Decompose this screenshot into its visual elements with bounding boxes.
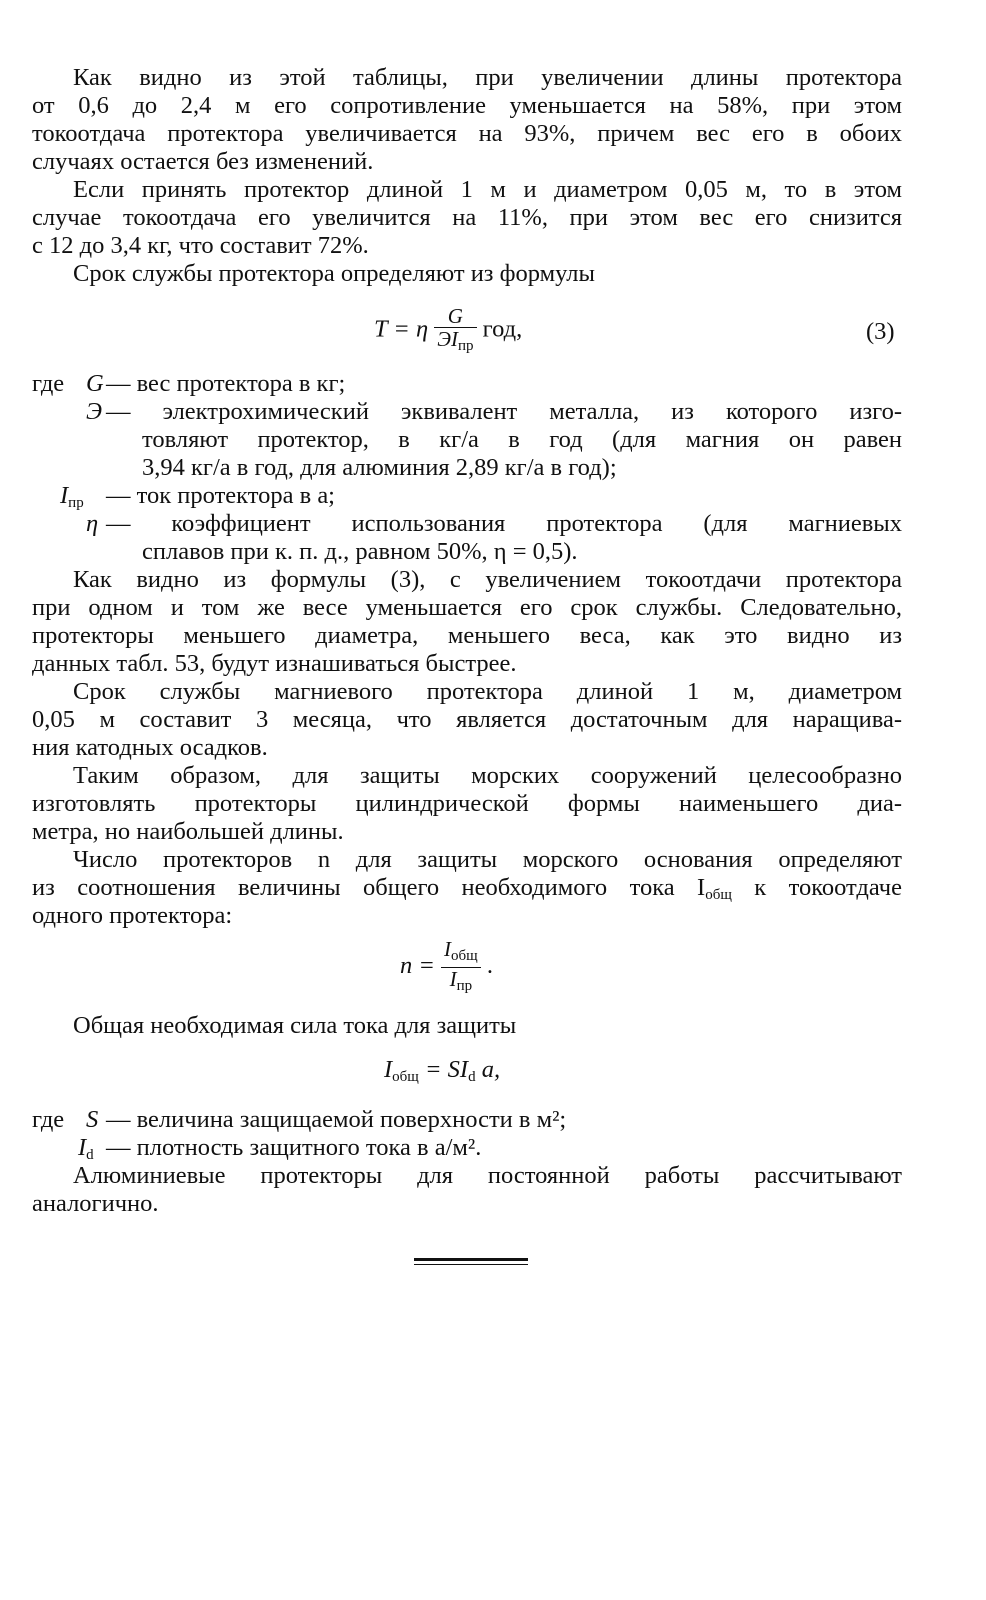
formula-3-denominator xyxy=(434,327,476,357)
def-symbol-sub: пр xyxy=(68,495,84,511)
paragraph-line xyxy=(32,874,902,902)
defs-intro: где xyxy=(32,370,65,397)
def-text: — электрохимический эквивалент металла, из которого изго- xyxy=(106,398,902,425)
formula-3-unit: год, xyxy=(482,315,523,343)
formula-i-unit: a, xyxy=(481,1056,501,1083)
def-text: — плотность защитного тока в а/м². xyxy=(106,1134,482,1161)
paragraph-line: 0,05 м составит 3 месяца, что является достаточным для наращива- xyxy=(32,706,902,733)
formula-n-den-sub: пр xyxy=(456,978,473,994)
def-text: — величина защищаемой поверхности в м²; xyxy=(106,1106,567,1133)
paragraph-line: изготовлять протекторы цилиндрической формы наименьшего диа- xyxy=(32,790,902,817)
paragraph-line: токоотдача протектора увеличивается на 93%, причем вес его в обоих xyxy=(32,120,902,147)
formula-n-fraction xyxy=(441,938,481,997)
formula-n-num-sub: общ xyxy=(451,948,478,964)
paragraph-line: Как видно из формулы (3), с увеличением токоотдачи протектора xyxy=(73,566,902,593)
paragraph-line: от 0,6 до 2,4 м его сопротивление уменьшается на 58%, при этом xyxy=(32,92,902,119)
paragraph-line-sub: общ xyxy=(705,887,732,903)
paragraph-line: случаях остается без изменений. xyxy=(32,148,374,175)
def-text: товляют протектор, в кг/а в год (для магния он равен xyxy=(142,426,902,453)
paragraph-line: протекторы меньшего диаметра, меньшего веса, как это видно из xyxy=(32,622,902,649)
def-symbol: G xyxy=(86,370,104,397)
def-text: сплавов при к. п. д., равном 50%, η = 0,5). xyxy=(142,538,578,565)
section-end-rule xyxy=(414,1258,528,1261)
formula-3-numerator: G xyxy=(447,304,463,328)
formula-i-total xyxy=(384,1056,500,1091)
paragraph-line: Срок службы протектора определяют из формулы xyxy=(73,260,595,287)
paragraph-line: одного протектора: xyxy=(32,902,233,929)
formula-3-fraction xyxy=(434,305,476,357)
def-symbol-main: I xyxy=(60,482,69,509)
def-symbol-sub: d xyxy=(86,1147,94,1163)
section-end-rule-thin xyxy=(414,1264,528,1265)
def-symbol: S xyxy=(86,1106,99,1133)
paragraph-line: Срок службы магниевого протектора длиной 1 м, диаметром xyxy=(73,678,902,705)
paragraph-line: с 12 до 3,4 кг, что составит 72%. xyxy=(32,232,369,259)
formula-n-num-main: I xyxy=(444,937,452,961)
formula-i-rhs: = SI xyxy=(424,1056,469,1083)
formula-n xyxy=(400,938,493,997)
def-text: — вес протектора в кг; xyxy=(106,370,346,397)
def-text: 3,94 кг/а в год, для алюминия 2,89 кг/а в год); xyxy=(142,454,617,481)
def-text: — ток протектора в а; xyxy=(106,482,335,509)
formula-3 xyxy=(374,305,522,357)
paragraph-line: данных табл. 53, будут изнашиваться быстрее. xyxy=(32,650,517,677)
def-symbol xyxy=(60,482,84,517)
paragraph-line: Общая необходимая сила тока для защиты xyxy=(73,1012,517,1039)
paragraph-line: Алюминиевые протекторы для постоянной работы рассчитывают xyxy=(73,1162,902,1189)
def-text: — коэффициент использования протектора (для магниевых xyxy=(106,510,902,537)
paragraph-line-tail: к токоотдаче xyxy=(731,874,902,901)
formula-i-lhs: I xyxy=(384,1056,393,1083)
paragraph-line: Как видно из этой таблицы, при увеличении длины протектора xyxy=(73,64,902,91)
paragraph-line: аналогично. xyxy=(32,1190,159,1217)
paragraph-line: Если принять протектор длиной 1 м и диаметром 0,05 м, то в этом xyxy=(73,176,902,203)
def-symbol-main: I xyxy=(78,1134,87,1161)
paragraph-line: метра, но наибольшей длины. xyxy=(32,818,344,845)
formula-n-den-main: I xyxy=(449,967,457,991)
paragraph-line-main: из соотношения величины общего необходимого тока I xyxy=(32,874,706,901)
paragraph-line: Таким образом, для защиты морских сооружений целесообразно xyxy=(73,762,902,789)
formula-n-tail: . xyxy=(486,952,493,980)
formula-n-denominator xyxy=(441,967,481,997)
paragraph-line: при одном и том же весе уменьшается его срок службы. Следовательно, xyxy=(32,594,902,621)
formula-n-numerator xyxy=(441,938,481,967)
formula-3-lhs: T = η xyxy=(374,315,429,343)
def-symbol: Э xyxy=(86,398,103,425)
def-symbol: η xyxy=(86,510,99,537)
formula-n-lhs: n = xyxy=(400,952,435,980)
formula-i-rhs-sub: d xyxy=(468,1069,476,1085)
paragraph-line: случае токоотдача его увеличится на 11%, при этом вес его снизится xyxy=(32,204,902,231)
defs-intro: где xyxy=(32,1106,65,1133)
formula-3-den-sub: пр xyxy=(458,338,474,354)
formula-3-den-main: ЭI xyxy=(437,327,458,351)
paragraph-line: ния катодных осадков. xyxy=(32,734,268,761)
formula-i-lhs-sub: общ xyxy=(392,1069,419,1085)
paragraph-line: Число протекторов n для защиты морского основания определяют xyxy=(73,846,902,873)
equation-number: (3) xyxy=(866,318,895,345)
